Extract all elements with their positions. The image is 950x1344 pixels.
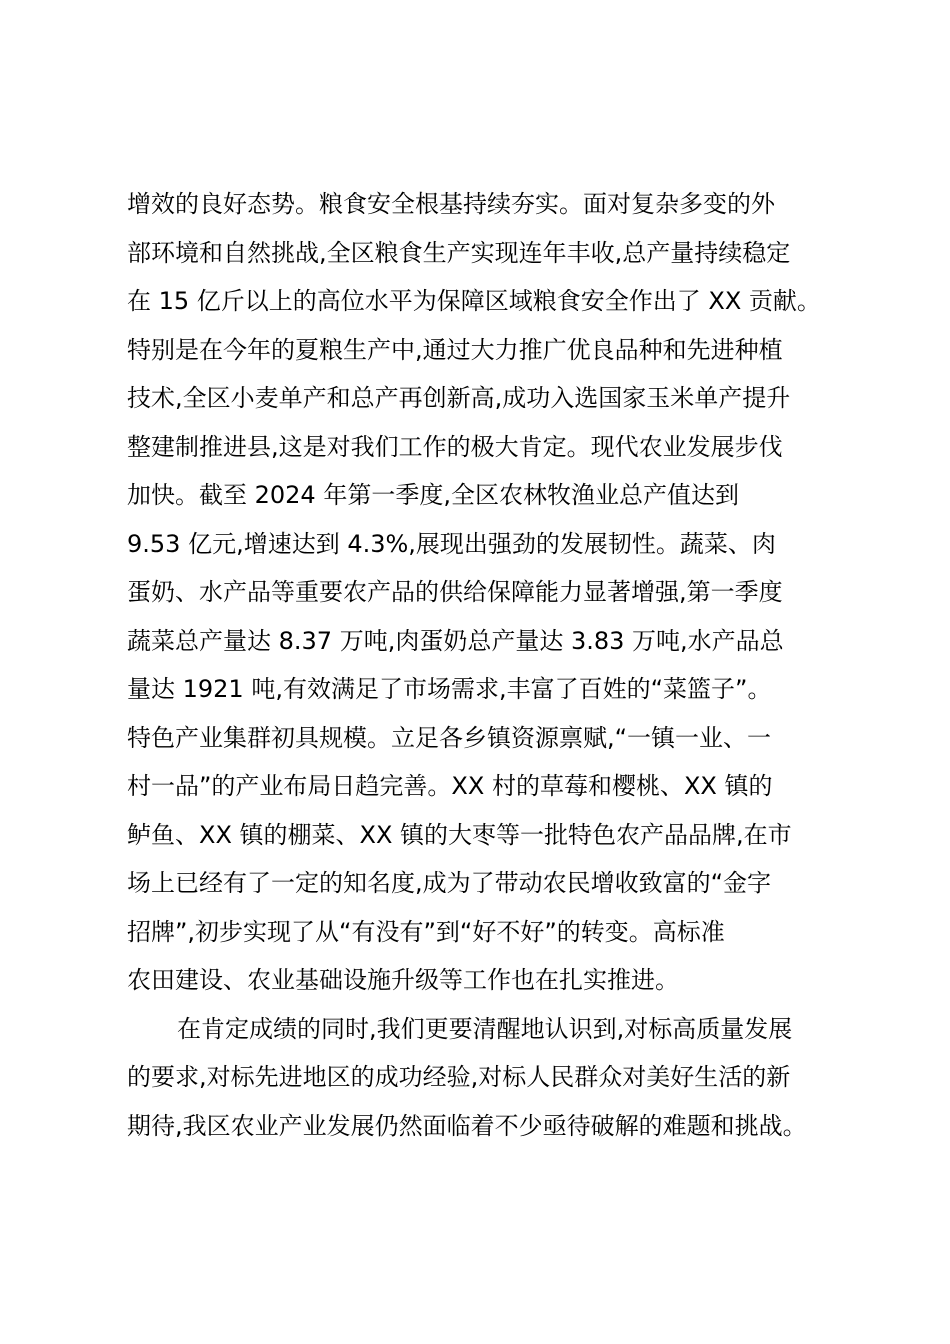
text-line: 9.53 亿元,增速达到 4.3%,展现出强劲的发展韧性。蔬菜、肉 bbox=[127, 529, 776, 558]
text-line: 招牌”,初步实现了从“有没有”到“好不好”的转变。高标准 bbox=[127, 917, 725, 946]
text-line: 整建制推进县,这是对我们工作的极大肯定。现代农业发展步伐 bbox=[127, 432, 783, 461]
text-line: 特色产业集群初具规模。立足各乡镇资源禀赋,“一镇一业、一 bbox=[127, 723, 772, 752]
text-line: 蔬菜总产量达 8.37 万吨,肉蛋奶总产量达 3.83 万吨,水产品总 bbox=[127, 626, 784, 655]
text-line: 技术,全区小麦单产和总产再创新高,成功入选国家玉米单产提升 bbox=[127, 384, 791, 412]
text-line: 鲈鱼、XX 镇的棚菜、XX 镇的大枣等一批特色农产品品牌,在市 bbox=[127, 820, 792, 849]
text-line: 加快。截至 2024 年第一季度,全区农林牧渔业总产值达到 bbox=[127, 481, 739, 509]
document-body bbox=[127, 180, 847, 1150]
text-line: 在肯定成绩的同时,我们更要清醒地认识到,对标高质量发展 bbox=[177, 1014, 793, 1043]
text-line: 场上已经有了一定的知名度,成为了带动农民增收致富的“金字 bbox=[127, 869, 772, 897]
text-line: 蛋奶、水产品等重要农产品的供给保障能力显著增强,第一季度 bbox=[127, 578, 783, 606]
paragraph-challenges bbox=[127, 1005, 847, 1151]
text-line: 量达 1921 吨,有效满足了市场需求,丰富了百姓的“菜篮子”。 bbox=[127, 675, 772, 703]
text-line: 村一品”的产业布局日趋完善。XX 村的草莓和樱桃、XX 镇的 bbox=[127, 772, 773, 800]
paragraph-achievements bbox=[127, 180, 847, 1005]
text-line: 部环境和自然挑战,全区粮食生产实现连年丰收,总产量持续稳定 bbox=[127, 238, 791, 267]
text-line: 农田建设、农业基础设施升级等工作也在扎实推进。 bbox=[127, 966, 679, 994]
text-line: 增效的良好态势。粮食安全根基持续夯实。面对复杂多变的外 bbox=[127, 190, 775, 218]
text-line: 的要求,对标先进地区的成功经验,对标人民群众对美好生活的新 bbox=[127, 1063, 791, 1091]
text-line: 期待,我区农业产业发展仍然面临着不少亟待破解的难题和挑战。 bbox=[127, 1111, 807, 1140]
text-line: 在 15 亿斤以上的高位水平为保障区域粮食安全作出了 XX 贡献。 bbox=[127, 287, 821, 315]
text-line: 特别是在今年的夏粮生产中,通过大力推广优良品种和先进种植 bbox=[127, 335, 783, 364]
